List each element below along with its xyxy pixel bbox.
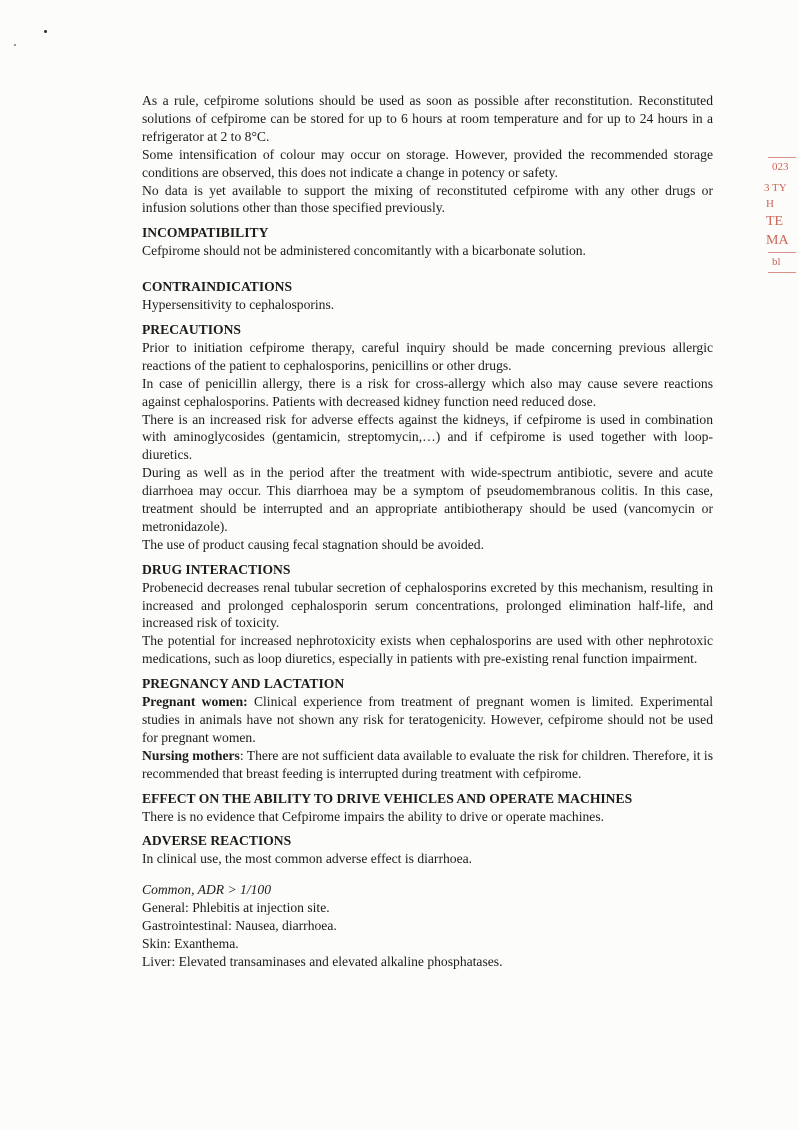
adverse-reactions-text: In clinical use, the most common adverse effect is diarrhoea.: [142, 851, 473, 867]
pregnant-women-paragraph: [142, 693, 713, 747]
precautions-paragraph: The use of product causing fecal stagnation should be avoided.: [142, 536, 485, 552]
nursing-mothers-label: Nursing mothers: [142, 747, 240, 763]
precautions-heading: PRECAUTIONS: [142, 321, 241, 337]
nursing-mothers-paragraph: [142, 747, 713, 783]
drug-interactions-heading: DRUG INTERACTIONS: [142, 561, 291, 577]
drug-interactions-paragraph: The potential for increased nephrotoxicity exists when cephalosporins are used with other nephrotoxic medications, such as loop diuretics, especially in patients with pre-existing renal function impairment.: [142, 633, 713, 667]
drug-interactions-paragraph: Probenecid decreases renal tubular secretion of cephalosporins excreted by this mechanism, resulting in increased and prolonged cephalosporin serum concentrations, prolonged elimination half-life, and increased risk of toxicity.: [142, 579, 713, 631]
pregnancy-heading: PREGNANCY AND LACTATION: [142, 676, 345, 692]
driving-heading: EFFECT ON THE ABILITY TO DRIVE VEHICLES AND OPERATE MACHINES: [142, 790, 633, 806]
scan-speck: [44, 30, 47, 33]
adverse-item: Liver: Elevated transaminases and elevated alkaline phosphatases.: [142, 953, 503, 969]
adverse-item: Gastrointestinal: Nausea, diarrhoea.: [142, 918, 337, 934]
stamp-text: H: [766, 198, 774, 210]
pregnant-women-text: Clinical experience from treatment of pregnant women is limited. Experimental studies in animals have not shown any risk for teratogenicity. However, cefpirome should not be used for pregnant women.: [142, 694, 713, 745]
nursing-mothers-text: : There are not sufficient data available to evaluate the risk for children. Therefore, it is recommended that breast feeding is interrupted during treatment with cefpirome.: [142, 747, 713, 781]
frequency-label: Common, ADR > 1/100: [142, 882, 272, 898]
adverse-item: General: Phlebitis at injection site.: [142, 900, 330, 916]
precautions-paragraph: There is an increased risk for adverse effects against the kidneys, if cefpirome is used in combination with aminoglycosides (gentamicin, streptomycin,…) and if cefpirome is used together with loop-diuretics.: [142, 411, 713, 463]
precautions-paragraph: During as well as in the period after the treatment with wide-spectrum antibiotic, severe and acute diarrhoea may occur. This diarrhoea may be a symptom of pseudomembranous colitis. In this case, treatment should be interrupted and an appropriate antibiotherapy should be used (vancomycin or metronidazole).: [142, 465, 713, 534]
stamp-text: 3 TY: [764, 182, 787, 194]
official-stamp: [762, 154, 799, 294]
stamp-text: MA: [766, 233, 789, 248]
stamp-rule: [768, 157, 796, 158]
stamp-text: TE: [766, 214, 784, 229]
stamp-rule: [768, 252, 796, 253]
storage-paragraph: No data is yet available to support the mixing of reconstituted cefpirome with any other drugs or infusion solutions other than those specified previously.: [142, 182, 713, 216]
scan-speck: [14, 44, 16, 46]
stamp-text: 023: [772, 161, 789, 173]
adverse-item: Skin: Exanthema.: [142, 935, 239, 951]
adverse-reactions-heading: ADVERSE REACTIONS: [142, 833, 292, 849]
driving-text: There is no evidence that Cefpirome impairs the ability to drive or operate machines.: [142, 808, 605, 824]
storage-paragraph: As a rule, cefpirome solutions should be used as soon as possible after reconstitution. Reconstituted solutions of cefpirome can be stored for up to 6 hours at room temperature and for up to 24 hours in a refrigerator at 2 to 8°C.: [142, 93, 713, 144]
stamp-rule: [768, 272, 796, 273]
precautions-paragraph: Prior to initiation cefpirome therapy, careful inquiry should be made concerning previous allergic reactions of the patient to cephalosporins, penicillins or other drugs.: [142, 339, 713, 373]
stamp-text: bl: [772, 256, 781, 268]
precautions-paragraph: In case of penicillin allergy, there is a risk for cross-allergy which also may cause severe reactions against cephalosporins. Patients with decreased kidney function need reduced dose.: [142, 375, 713, 409]
contraindications-text: Hypersensitivity to cephalosporins.: [142, 297, 335, 313]
pregnant-women-label: Pregnant women:: [142, 694, 248, 710]
document-body: [142, 92, 713, 971]
incompatibility-text: Cefpirome should not be administered concomitantly with a bicarbonate solution.: [142, 243, 586, 259]
storage-paragraph: Some intensification of colour may occur on storage. However, provided the recommended storage conditions are observed, this does not indicate a change in potency or safety.: [142, 146, 713, 180]
incompatibility-heading: INCOMPATIBILITY: [142, 225, 269, 241]
contraindications-heading: CONTRAINDICATIONS: [142, 279, 293, 295]
